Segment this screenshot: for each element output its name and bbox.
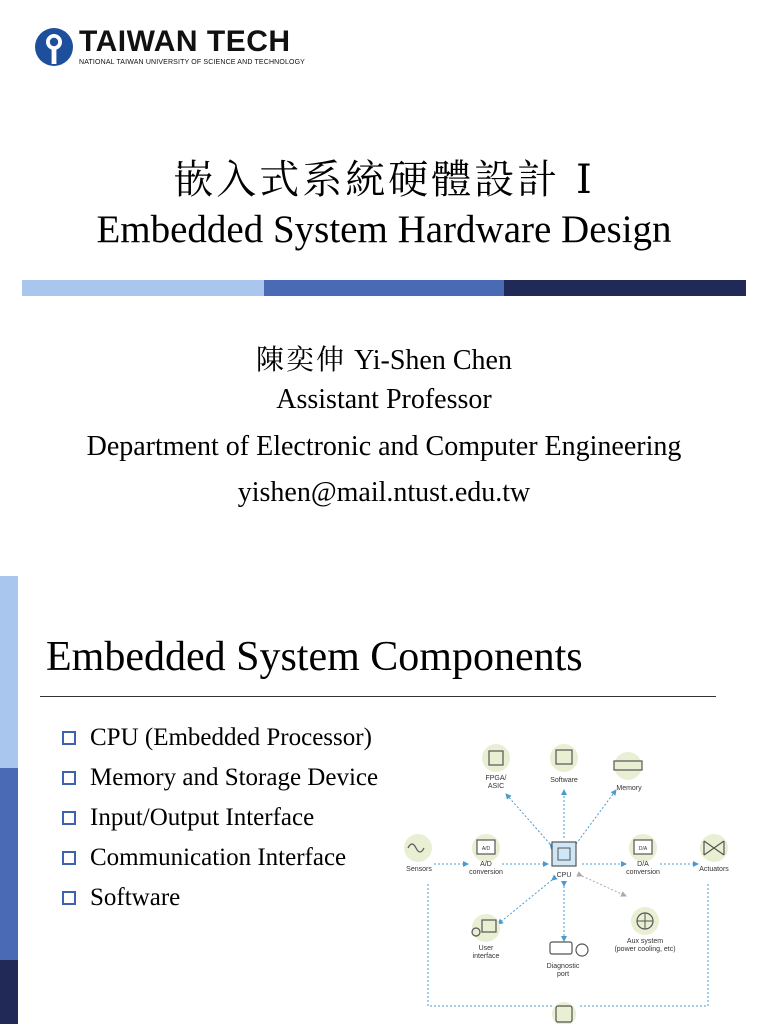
divider-bar-mid: [264, 280, 504, 296]
da-conversion-node: [626, 834, 660, 876]
list-item: [62, 718, 378, 758]
port-icon: [550, 942, 572, 954]
ad-conversion-node: [469, 834, 503, 876]
author-name-english: Yi-Shen Chen: [354, 345, 512, 376]
divider-bar-dark: [504, 280, 746, 296]
diagnostic-label-line1: Diagnostic: [546, 963, 580, 970]
author-department: Department of Electronic and Computer Engineering: [86, 431, 682, 462]
aux-label-line1: Aux system: [626, 938, 664, 945]
bottom-device-node: [552, 1002, 576, 1024]
da-chip-label: D/A: [638, 846, 648, 852]
sensors-label: Sensors: [406, 866, 432, 873]
course-title-chinese: 嵌入式系統硬體設計 I: [173, 157, 595, 203]
da-label-line2: conversion: [626, 869, 660, 876]
memory-label: Memory: [616, 785, 642, 792]
user-interface-node: [472, 914, 500, 960]
author-email: yishen@mail.ntust.edu.tw: [237, 477, 531, 508]
cpu-user-arrow: [498, 880, 552, 924]
list-item-text: CPU (Embedded Processor): [90, 724, 372, 751]
cpu-node: [552, 842, 576, 879]
course-title-english: Embedded System Hardware Design: [96, 208, 672, 251]
embedded-system-diagram: [398, 736, 743, 1024]
aux-label-line2: (power cooling, etc): [614, 946, 676, 953]
user-label-line2: interface: [472, 953, 500, 960]
square-bullet-icon: [62, 771, 76, 785]
ad-label-line1: A/D: [480, 861, 492, 868]
list-item-text: Input/Output Interface: [90, 804, 315, 831]
square-bullet-icon: [62, 811, 76, 825]
square-bullet-icon: [62, 891, 76, 905]
side-bar-light: [0, 576, 18, 768]
list-item: [62, 838, 378, 878]
actuators-bottom-loop: [578, 884, 708, 1006]
da-label-line1: D/A: [637, 861, 649, 868]
memory-node: [614, 752, 642, 792]
divider-bar-light: [22, 280, 264, 296]
sensors-node: [404, 834, 432, 873]
magnifier-icon: [576, 944, 588, 956]
logo-brand-text: TAIWAN TECH: [79, 25, 291, 58]
list-item-text: Software: [90, 884, 181, 911]
side-bar-dark: [0, 960, 18, 1024]
list-item: [62, 878, 378, 918]
cpu-aux-arrow: [582, 876, 626, 896]
logo-subtitle-text: NATIONAL TAIWAN UNIVERSITY OF SCIENCE AND TECHNOLOGY: [79, 59, 306, 66]
taiwan-tech-emblem-icon: [34, 26, 74, 68]
cpu-label: CPU: [556, 872, 572, 879]
cpu-chip-icon: [552, 842, 576, 866]
ad-chip-label: A/D: [481, 846, 491, 852]
fpga-label-line1: FPGA/: [485, 775, 507, 782]
side-bar-mid: [0, 768, 18, 960]
author-name: [0, 338, 768, 378]
user-label-line1: User: [478, 945, 494, 952]
title-underline: [40, 696, 716, 697]
software-label: Software: [550, 777, 578, 784]
software-node: [550, 744, 578, 784]
diagnostic-port-node: [547, 942, 588, 978]
list-item: [62, 758, 378, 798]
actuators-node: [699, 834, 729, 873]
fpga-label-line2: ASIC: [487, 783, 505, 790]
cpu-fpga-arrow: [506, 794, 550, 844]
square-bullet-icon: [62, 731, 76, 745]
ad-label-line2: conversion: [469, 869, 503, 876]
diagnostic-label-line2: port: [556, 971, 570, 978]
components-slide: [0, 576, 768, 1024]
actuators-label: Actuators: [699, 866, 729, 873]
aux-system-node: [614, 907, 675, 953]
list-item-text: Communication Interface: [90, 844, 347, 871]
author-name-chinese: 陳奕伸: [256, 343, 347, 376]
list-item-text: Memory and Storage Device: [90, 764, 379, 791]
fpga-asic-node: [482, 744, 510, 790]
square-bullet-icon: [62, 851, 76, 865]
university-logo: [34, 26, 305, 68]
component-list: [62, 718, 378, 918]
list-item: [62, 798, 378, 838]
cpu-memory-arrow: [576, 790, 616, 844]
slide-title: Embedded System Components: [46, 634, 583, 680]
author-role: Assistant Professor: [276, 384, 492, 415]
